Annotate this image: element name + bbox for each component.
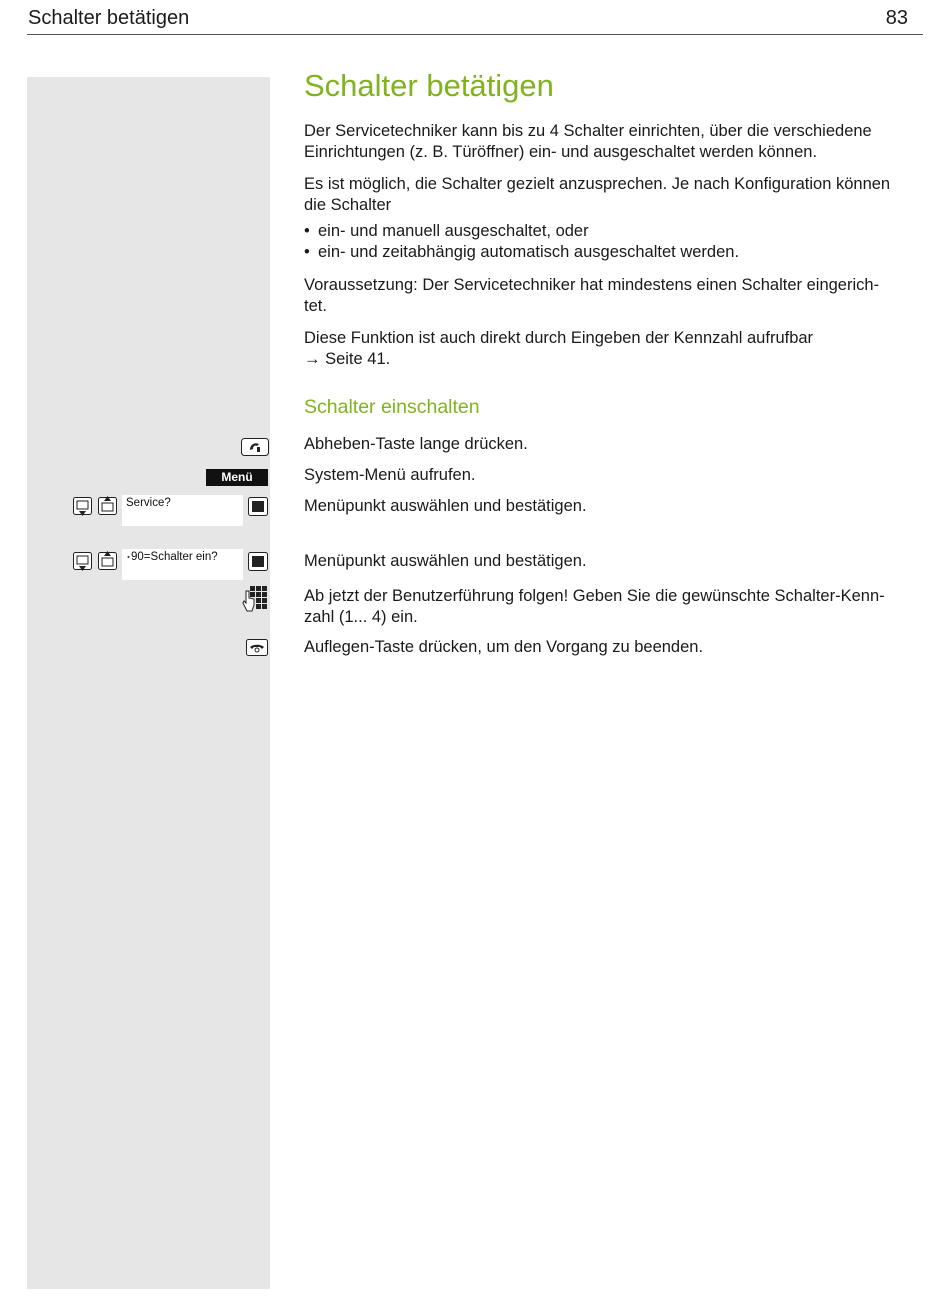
bullet-text: ein- und zeitabhängig automatisch ausgeschaltet werden. [318,243,740,261]
onhook-key-icon [246,639,268,661]
display-screen [122,549,243,580]
step-1-text: Abheben-Taste lange drücken. [304,435,528,453]
text-line: tet. [304,297,327,315]
ok-key-icon [248,552,268,576]
nav-down-icon [73,497,92,522]
text-line: die Schalter [304,196,392,214]
bullet-text: ein- und manuell ausgeschaltet, oder [318,222,589,240]
text-line: zahl (1... 4) ein. [304,608,418,626]
intro-paragraph-3 [304,275,924,317]
page-title: Schalter betätigen [304,68,554,103]
display-screen [122,495,243,526]
nav-up-icon [98,495,117,520]
menu-key: Menü [206,469,268,486]
offhook-key-icon [241,438,269,461]
text-line: Einrichtungen (z. B. Türöffner) ein- und ausgeschaltet werden können. [304,143,818,161]
side-panel [27,77,270,1289]
step-6-text: Auflegen-Taste drücken, um den Vorgang zu beenden. [304,638,704,656]
intro-paragraph-2 [304,174,924,216]
text-line: Diese Funktion ist auch direkt durch Eingeben der Kennzahl aufrufbar [304,329,814,347]
running-header-title: Schalter betätigen [28,7,190,29]
star-icon: ⋆ [126,552,132,562]
text-line: Der Servicetechniker kann bis zu 4 Schalter einrichten, über die verschiedene [304,122,872,140]
intro-paragraph-1 [304,121,924,163]
text-line: Voraussetzung: Der Servicetechniker hat mindestens einen Schalter eingerich- [304,276,880,294]
header-divider [27,34,923,35]
step-4-text: Menüpunkt auswählen und bestätigen. [304,552,587,570]
nav-up-icon [98,550,117,575]
keypad-icon [242,585,268,618]
page-reference-link[interactable]: → Seite 41. [304,350,391,368]
text-line: Es ist möglich, die Schalter gezielt anzusprechen. Je nach Konfiguration können [304,175,891,193]
bullet-dot: • [304,243,310,261]
step-5-text [304,586,924,628]
page-number: 83 [885,7,908,29]
section-heading: Schalter einschalten [304,396,480,418]
text-line: Ab jetzt der Benutzerführung folgen! Geben Sie die gewünschte Schalter-Kenn- [304,587,885,605]
ok-key-icon [248,497,268,521]
display-text: Service? [126,497,171,509]
step-2-text: System-Menü aufrufen. [304,466,476,484]
bullet-dot: • [304,222,310,240]
step-3-text: Menüpunkt auswählen und bestätigen. [304,497,587,515]
nav-down-icon [73,552,92,577]
intro-paragraph-4 [304,328,924,370]
display-text: 90=Schalter ein? [131,551,218,563]
